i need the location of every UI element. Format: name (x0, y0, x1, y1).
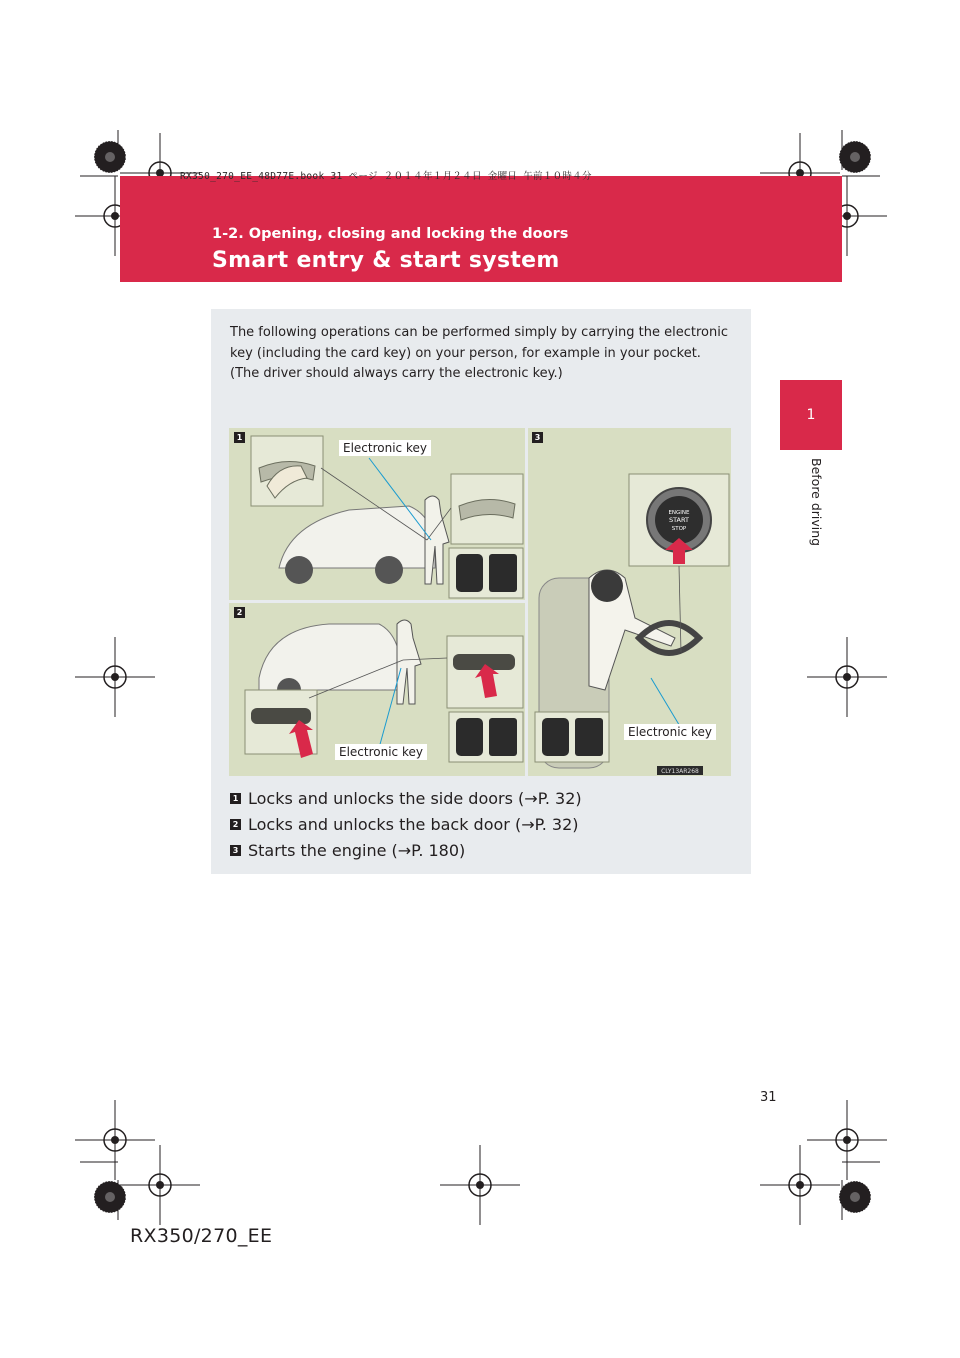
operation-list (230, 785, 582, 863)
pointer-line (679, 566, 681, 652)
panel-number-3: 3 (532, 432, 543, 443)
print-note: RX350_270_EE_48D77E.book 31 ページ ２０１４年１月２４日 金曜日 午前１０時４分 (180, 171, 592, 182)
list-number: 3 (230, 845, 241, 856)
person-2 (397, 620, 421, 704)
figure-code: CLY13AR268 (661, 768, 699, 775)
list-item (230, 837, 582, 863)
list-text: Locks and unlocks the back door (→P. 32) (248, 814, 579, 834)
start-button-text: START (668, 516, 690, 524)
list-item (230, 785, 582, 811)
panel-divider (229, 600, 525, 603)
chapter-label: Before driving (809, 458, 824, 547)
chapter-tab: 1 (780, 380, 842, 450)
intro-note: (The driver should always carry the electronic key.) (230, 366, 563, 381)
key-fob (542, 718, 569, 756)
section-heading: 1-2. Opening, closing and locking the doors (212, 226, 569, 242)
list-number: 1 (230, 793, 241, 804)
panel-number-2: 2 (234, 607, 245, 618)
page-number: 31 (760, 1090, 777, 1105)
panel-number-1: 1 (234, 432, 245, 443)
car-rear (259, 624, 401, 690)
start-button-text: STOP (671, 526, 687, 532)
footer-model: RX350/270_EE (130, 1225, 273, 1247)
key-fob (456, 718, 483, 756)
car-wheel-rear (375, 556, 403, 584)
list-item (230, 811, 582, 837)
pointer-line (651, 678, 681, 728)
callout-electronic-key: Electronic key (335, 744, 427, 760)
panel-divider (525, 428, 528, 776)
page-title: Smart entry & start system (212, 248, 560, 273)
car-wheel-front (285, 556, 313, 584)
list-text: Locks and unlocks the side doors (→P. 32) (248, 788, 582, 808)
card-key (489, 554, 517, 592)
callout-electronic-key: Electronic key (339, 440, 431, 456)
intro-paragraph: The following operations can be performed simply by carrying the electronic key (including the card key) on your person, for example in your pocket. (230, 325, 729, 361)
start-button-text: ENGINE (668, 510, 690, 516)
key-fob (456, 554, 483, 592)
person-1 (425, 496, 449, 584)
list-number: 2 (230, 819, 241, 830)
back-handle (251, 708, 311, 724)
intro-text (230, 323, 728, 385)
list-text: Starts the engine (→P. 180) (248, 840, 466, 860)
callout-electronic-key: Electronic key (624, 724, 716, 740)
card-key (489, 718, 517, 756)
card-key (575, 718, 603, 756)
driver-head (591, 570, 623, 602)
